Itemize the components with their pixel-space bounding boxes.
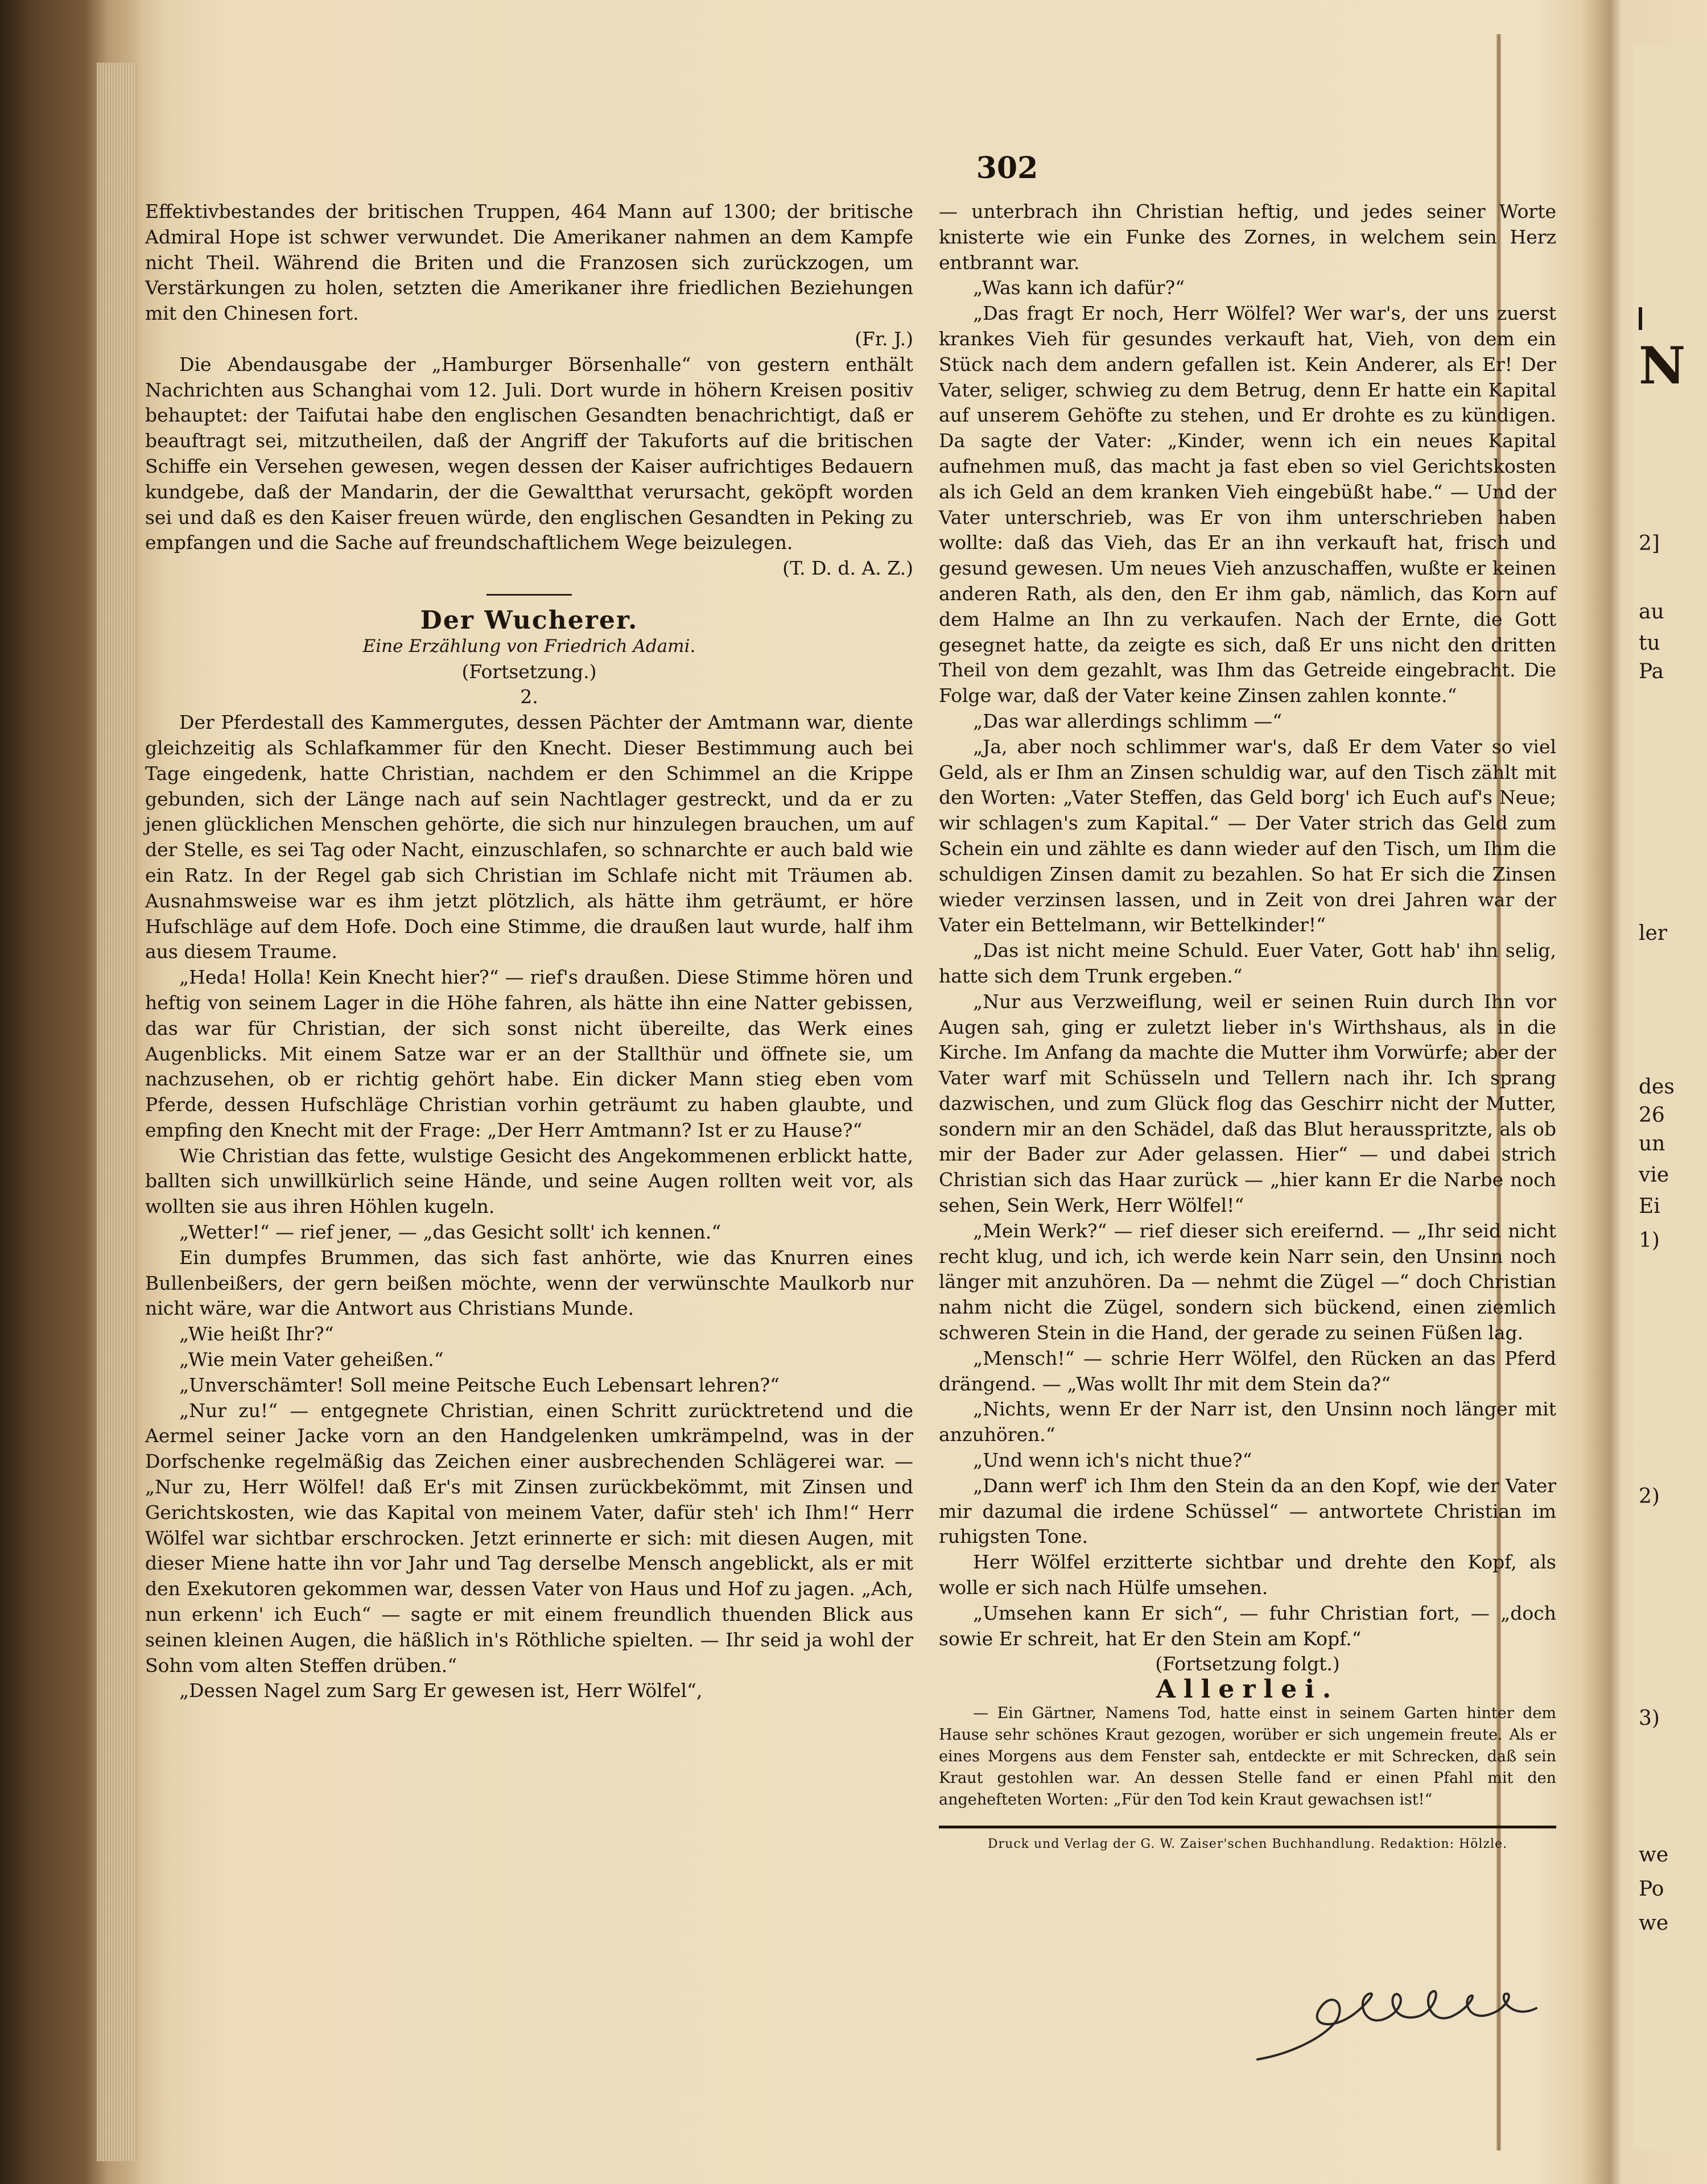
next-page-rule bbox=[1639, 307, 1642, 330]
story-paragraph: „Nur aus Verzweiflung, weil er seinen Ruin durch Ihn vor Augen sah, ging er zuletzt lieber in's Wirthshaus, als in die Kirche. Im Anfang da machte die Mutter ihm Vorwürfe; aber der Vater warf mit Schüsseln und Tellern nach ihr. Ich sprang dazwischen, und zum Glück flog das Geschirr nicht der Mutter, sondern mir an den Schädel, daß das Blut herausspritzte, als ob mir der Bader zur Ader gelassen. Hier“ — und dabei strich Christian sich das Haar zurück — „hier kann Er die Narbe noch sehen, Sein Werk, Herr Wölfel!“ bbox=[939, 990, 1556, 1217]
story-chapter: 2. bbox=[520, 686, 538, 708]
next-page-fragment: 26 bbox=[1639, 1104, 1665, 1127]
next-page-fragment: Pa bbox=[1639, 660, 1664, 683]
news-paragraph: Die Abendausgabe der „Hamburger Börsenhalle“ von gestern enthält Nachrichten aus Schanghai vom 12. Juli. Dort wurde in höhern Kreisen positiv behauptet: der Taifutai habe den englischen Gesandten benachrichtigt, daß er beauftragt sei, mitzutheilen, daß der Angriff der Takuforts auf die britischen Schiffe ein Versehen gewesen, wegen dessen der Kaiser aufrichtiges Bedauern kundgebe, daß der Mandarin, der die Gewaltthat verursacht, geköpft worden sei und daß es den Kaiser freuen würde, den englischen Gesandten in Peking zu empfangen und die Sache auf freundschaftlichem Wege beizulegen. bbox=[145, 353, 913, 554]
page-number: 302 bbox=[976, 151, 1038, 185]
story-paragraph: „Das ist nicht meine Schuld. Euer Vater, Gott hab' ihn selig, hatte sich dem Trunk ergeben.“ bbox=[939, 939, 1556, 987]
story-paragraph: Der Pferdestall des Kammergutes, dessen Pächter der Amtmann war, diente gleichzeitig als Schlafkammer für den Knecht. Dieser Bestimmung auch bei Tage eingedenk, hatte Christian, nachdem er den Schimmel an die Krippe gebunden, sich der Länge nach auf sein Nachtlager gestreckt, und da er zu jenen glücklichen Menschen gehörte, die sich nur hinzulegen brauchen, um auf der Stelle, es sei Tag oder Nacht, einzuschlafen, so schnarchte er auch bald wie ein Ratz. In der Regel gab sich Christian im Schlafe nicht mit Träumen ab. Ausnahmsweise war es ihm jetzt plötzlich, als hätte ihm geträumt, er höre Hufschläge auf dem Hofe. Doch eine Stimme, die draußen laut wurde, half ihm aus diesem Traume. bbox=[145, 711, 913, 963]
story-paragraph: „Und wenn ich's nicht thue?“ bbox=[973, 1449, 1252, 1472]
story-subtitle: Eine Erzählung von Friedrich Adami. bbox=[362, 635, 696, 657]
next-page-fragment: Po bbox=[1639, 1877, 1664, 1901]
story-paragraph: „Was kann ich dafür?“ bbox=[973, 276, 1185, 299]
next-page-fragment: we bbox=[1639, 1843, 1669, 1867]
next-page-fragment: 2) bbox=[1639, 1485, 1660, 1508]
story-continuation: (Fortsetzung.) bbox=[461, 660, 597, 683]
left-column bbox=[145, 199, 913, 1704]
story-continued-note: (Fortsetzung folgt.) bbox=[1155, 1653, 1340, 1675]
story-paragraph: „Wie heißt Ihr?“ bbox=[179, 1323, 334, 1345]
story-paragraph: „Nichts, wenn Er der Narr ist, den Unsinn noch länger mit anzuhören.“ bbox=[939, 1398, 1556, 1446]
next-page-fragment: un bbox=[1639, 1132, 1665, 1155]
story-paragraph: „Dann werf' ich Ihm den Stein da an den Kopf, wie der Vater mir dazumal die irdene Schüssel“ — antwortete Christian im ruhigsten Tone. bbox=[939, 1474, 1556, 1548]
next-page-fragment: 1) bbox=[1639, 1229, 1660, 1252]
story-paragraph: „Unverschämter! Soll meine Peitsche Euch Lebensart lehren?“ bbox=[179, 1373, 780, 1396]
story-paragraph: Ein dumpfes Brummen, das sich fast anhörte, wie das Knurren eines Bullenbeißers, der gern beißen möchte, wenn der verwünschte Maulkorb nur nicht wäre, war die Antwort aus Christians Munde. bbox=[145, 1246, 913, 1320]
story-title: Der Wucherer. bbox=[420, 605, 638, 635]
story-paragraph: „Ja, aber noch schlimmer war's, daß Er dem Vater so viel Geld, als er Ihm an Zinsen schuldig war, auf den Tisch zählt mit den Worten: „Vater Steffen, das Geld borg' ich Euch auf's Neue; wir schlagen's zum Kapital.“ — Der Vater strich das Geld zum Schein ein und zählte es dann wieder auf den Tisch, um Ihm die schuldigen Zinsen damit zu bezahlen. So hat Er sich die Zinsen wieder verzinsen lassen, und in Zeit von drei Jahren war der Vater ein Bettelmann, wir Bettelkinder!“ bbox=[939, 735, 1556, 936]
story-paragraph: „Dessen Nagel zum Sarg Er gewesen ist, Herr Wölfel“, bbox=[179, 1679, 703, 1702]
news-signature: (T. D. d. A. Z.) bbox=[782, 557, 913, 580]
story-paragraph: Herr Wölfel erzitterte sichtbar und drehte den Kopf, als wolle er sich nach Hülfe umsehen. bbox=[939, 1551, 1556, 1599]
next-page-fragment: 2] bbox=[1639, 532, 1660, 555]
next-page-fragment: 3) bbox=[1639, 1707, 1660, 1730]
story-paragraph: „Das fragt Er noch, Herr Wölfel? Wer war's, der uns zuerst krankes Vieh für gesundes verkauft hat, Vieh, von dem ein Stück nach dem andern gefallen ist. Kein Anderer, als Er! Der Vater, seliger, schwieg zu dem Betrug, denn Er hatte ein Kapital auf unserem Gehöfte zu stehen, und Er drohte es zu kündigen. Da sagte der Vater: „Kinder, wenn ich ein neues Kapital aufnehmen muß, das macht ja fast eben so viel Gerichtskosten als ich Geld an dem kranken Vieh eingebüßt habe.“ — Und der Vater unterschrieb, was Er von ihm unterschrieben haben wollte: daß das Vieh, das Er an ihn verkauft hat, frisch und gesund gewesen. Um neues Vieh anzuschaffen, wußte er keinen anderen Rath, als den, den Er ihm gab, nämlich, das Korn auf dem Halme an Ihn zu verkaufen. Nach der Ernte, die Gott gesegnet hatte, da zeigte es sich, daß Er uns nicht den dritten Theil von dem gezahlt, was Ihm das Getreide eingebracht. Die Folge war, daß der Vater keine Zinsen zahlen konnte.“ bbox=[939, 302, 1556, 707]
page-edges bbox=[97, 63, 137, 2161]
story-paragraph: „Mein Werk?“ — rief dieser sich ereifernd. — „Ihr seid nicht recht klug, und ich, ich werde kein Narr sein, den Unsinn noch länger mit anzuhören. Da — nehmt die Zügel —“ doch Christian nahm nicht die Zügel, sondern sich bückend, einen ziemlich schweren Stein in die Hand, der gerade zu seinen Füßen lag. bbox=[939, 1219, 1556, 1344]
news-signature: (Fr. J.) bbox=[855, 327, 913, 350]
story-paragraph: „Wetter!“ — rief jener, — „das Gesicht sollt' ich kennen.“ bbox=[179, 1221, 721, 1244]
story-paragraph: „Wie mein Vater geheißen.“ bbox=[179, 1348, 444, 1371]
next-page-fragment: we bbox=[1639, 1911, 1669, 1935]
next-page-fragment: N bbox=[1639, 336, 1686, 396]
section-divider bbox=[486, 594, 572, 596]
imprint: Druck und Verlag der G. W. Zaiser'schen Buchhandlung. Redaktion: Hölzle. bbox=[939, 1826, 1556, 1857]
story-paragraph: Wie Christian das fette, wulstige Gesicht des Angekommenen erblickt hatte, ballten sich unwillkürlich seine Hände, und seine Augen rollten weit vor, als wollten sie aus ihren Höhlen kugeln. bbox=[145, 1144, 913, 1218]
next-page-fragment: ler bbox=[1639, 922, 1668, 945]
story-paragraph: „Heda! Holla! Kein Knecht hier?“ — rief's draußen. Diese Stimme hören und heftig von seinem Lager in die Höhe fahren, als hätte ihn eine Natter gebissen, das war für Christian, der sich sonst nicht übereilte, das Werk eines Augenblicks. Mit einem Satze war er an der Stallthür und öffnete sie, um nachzusehen, ob er richtig gehört habe. Ein dicker Mann stieg eben vom Pferde, dessen Hufschläge Christian vorhin geträumt zu haben glaubte, und empfing den Knecht mit der Frage: „Der Herr Amtmann? Ist er zu Hause?“ bbox=[145, 966, 913, 1141]
story-paragraph: „Mensch!“ — schrie Herr Wölfel, den Rücken an das Pferd drängend. — „Was wollt Ihr mit dem Stein da?“ bbox=[939, 1347, 1556, 1395]
story-paragraph: „Nur zu!“ — entgegnete Christian, einen Schritt zurücktretend und die Aermel seiner Jacke vorn an den Handgelenken umkrämpelnd, was in der Dorfschenke regelmäßig das Zeichen einer ausbrechenden Schlägerei war. — „Nur zu, Herr Wölfel! daß Er's mit Zinsen zurückbekömmt, mit Zinsen und Gerichtskosten, wie das Kapital von meinem Vater, dafür steh' ich Ihm!“ Herr Wölfel war sichtbar erschrocken. Jetzt erinnerte er sich: mit diesen Augen, mit dieser Miene hatte ihn vor Jahr und Tag derselbe Mensch angeblickt, als er mit den Exekutoren gekommen war, dessen Vater von Haus und Hof zu jagen. „Ach, nun erkenn' ich Euch“ — sagte er mit einem freundlich thuenden Blick aus seinen kleinen Augen, die häßlich in's Röthliche spielten. — Ihr seid ja wohl der Sohn vom alten Steffen drüben.“ bbox=[145, 1399, 913, 1677]
allerlei-text: — Ein Gärtner, Namens Tod, hatte einst in seinem Garten hinter dem Hause sehr schönes Kraut gezogen, worüber er sich ungemein freute. Als er eines Morgens aus dem Fenster sah, entdeckte er mit Schrecken, daß sein Kraut gestohlen war. An dessen Stelle fand er einen Pfahl mit den angehefteten Worten: „Für den Tod kein Kraut gewachsen ist!“ bbox=[939, 1704, 1556, 1809]
next-page-fragment: tu bbox=[1639, 631, 1660, 655]
next-page-fragment: des bbox=[1639, 1075, 1675, 1099]
handwritten-signature bbox=[1246, 1968, 1588, 2082]
allerlei-title: Allerlei. bbox=[1156, 1675, 1339, 1704]
next-page-fragment: au bbox=[1639, 600, 1664, 624]
news-paragraph: Effektivbestandes der britischen Truppen, 464 Mann auf 1300; der britische Admiral Hope ist schwer verwundet. Die Amerikaner nahmen an dem Kampfe nicht Theil. Während die Briten und die Franzosen sich zurückzogen, um Verstärkungen zu holen, setzten die Amerikaner ihre friedlichen Beziehungen mit den Chinesen fort. bbox=[145, 200, 913, 325]
story-paragraph: — unterbrach ihn Christian heftig, und jedes seiner Worte knisterte wie ein Funke des Zornes, in welchem sein Herz entbrannt war. bbox=[939, 200, 1556, 274]
story-paragraph: „Umsehen kann Er sich“, — fuhr Christian fort, — „doch sowie Er schreit, hat Er den Stein am Kopf.“ bbox=[939, 1601, 1556, 1650]
next-page-fragment: vie bbox=[1639, 1163, 1669, 1187]
right-column bbox=[939, 199, 1556, 1857]
story-paragraph: „Das war allerdings schlimm —“ bbox=[973, 709, 1283, 732]
next-page-fragment: Ei bbox=[1639, 1195, 1660, 1218]
